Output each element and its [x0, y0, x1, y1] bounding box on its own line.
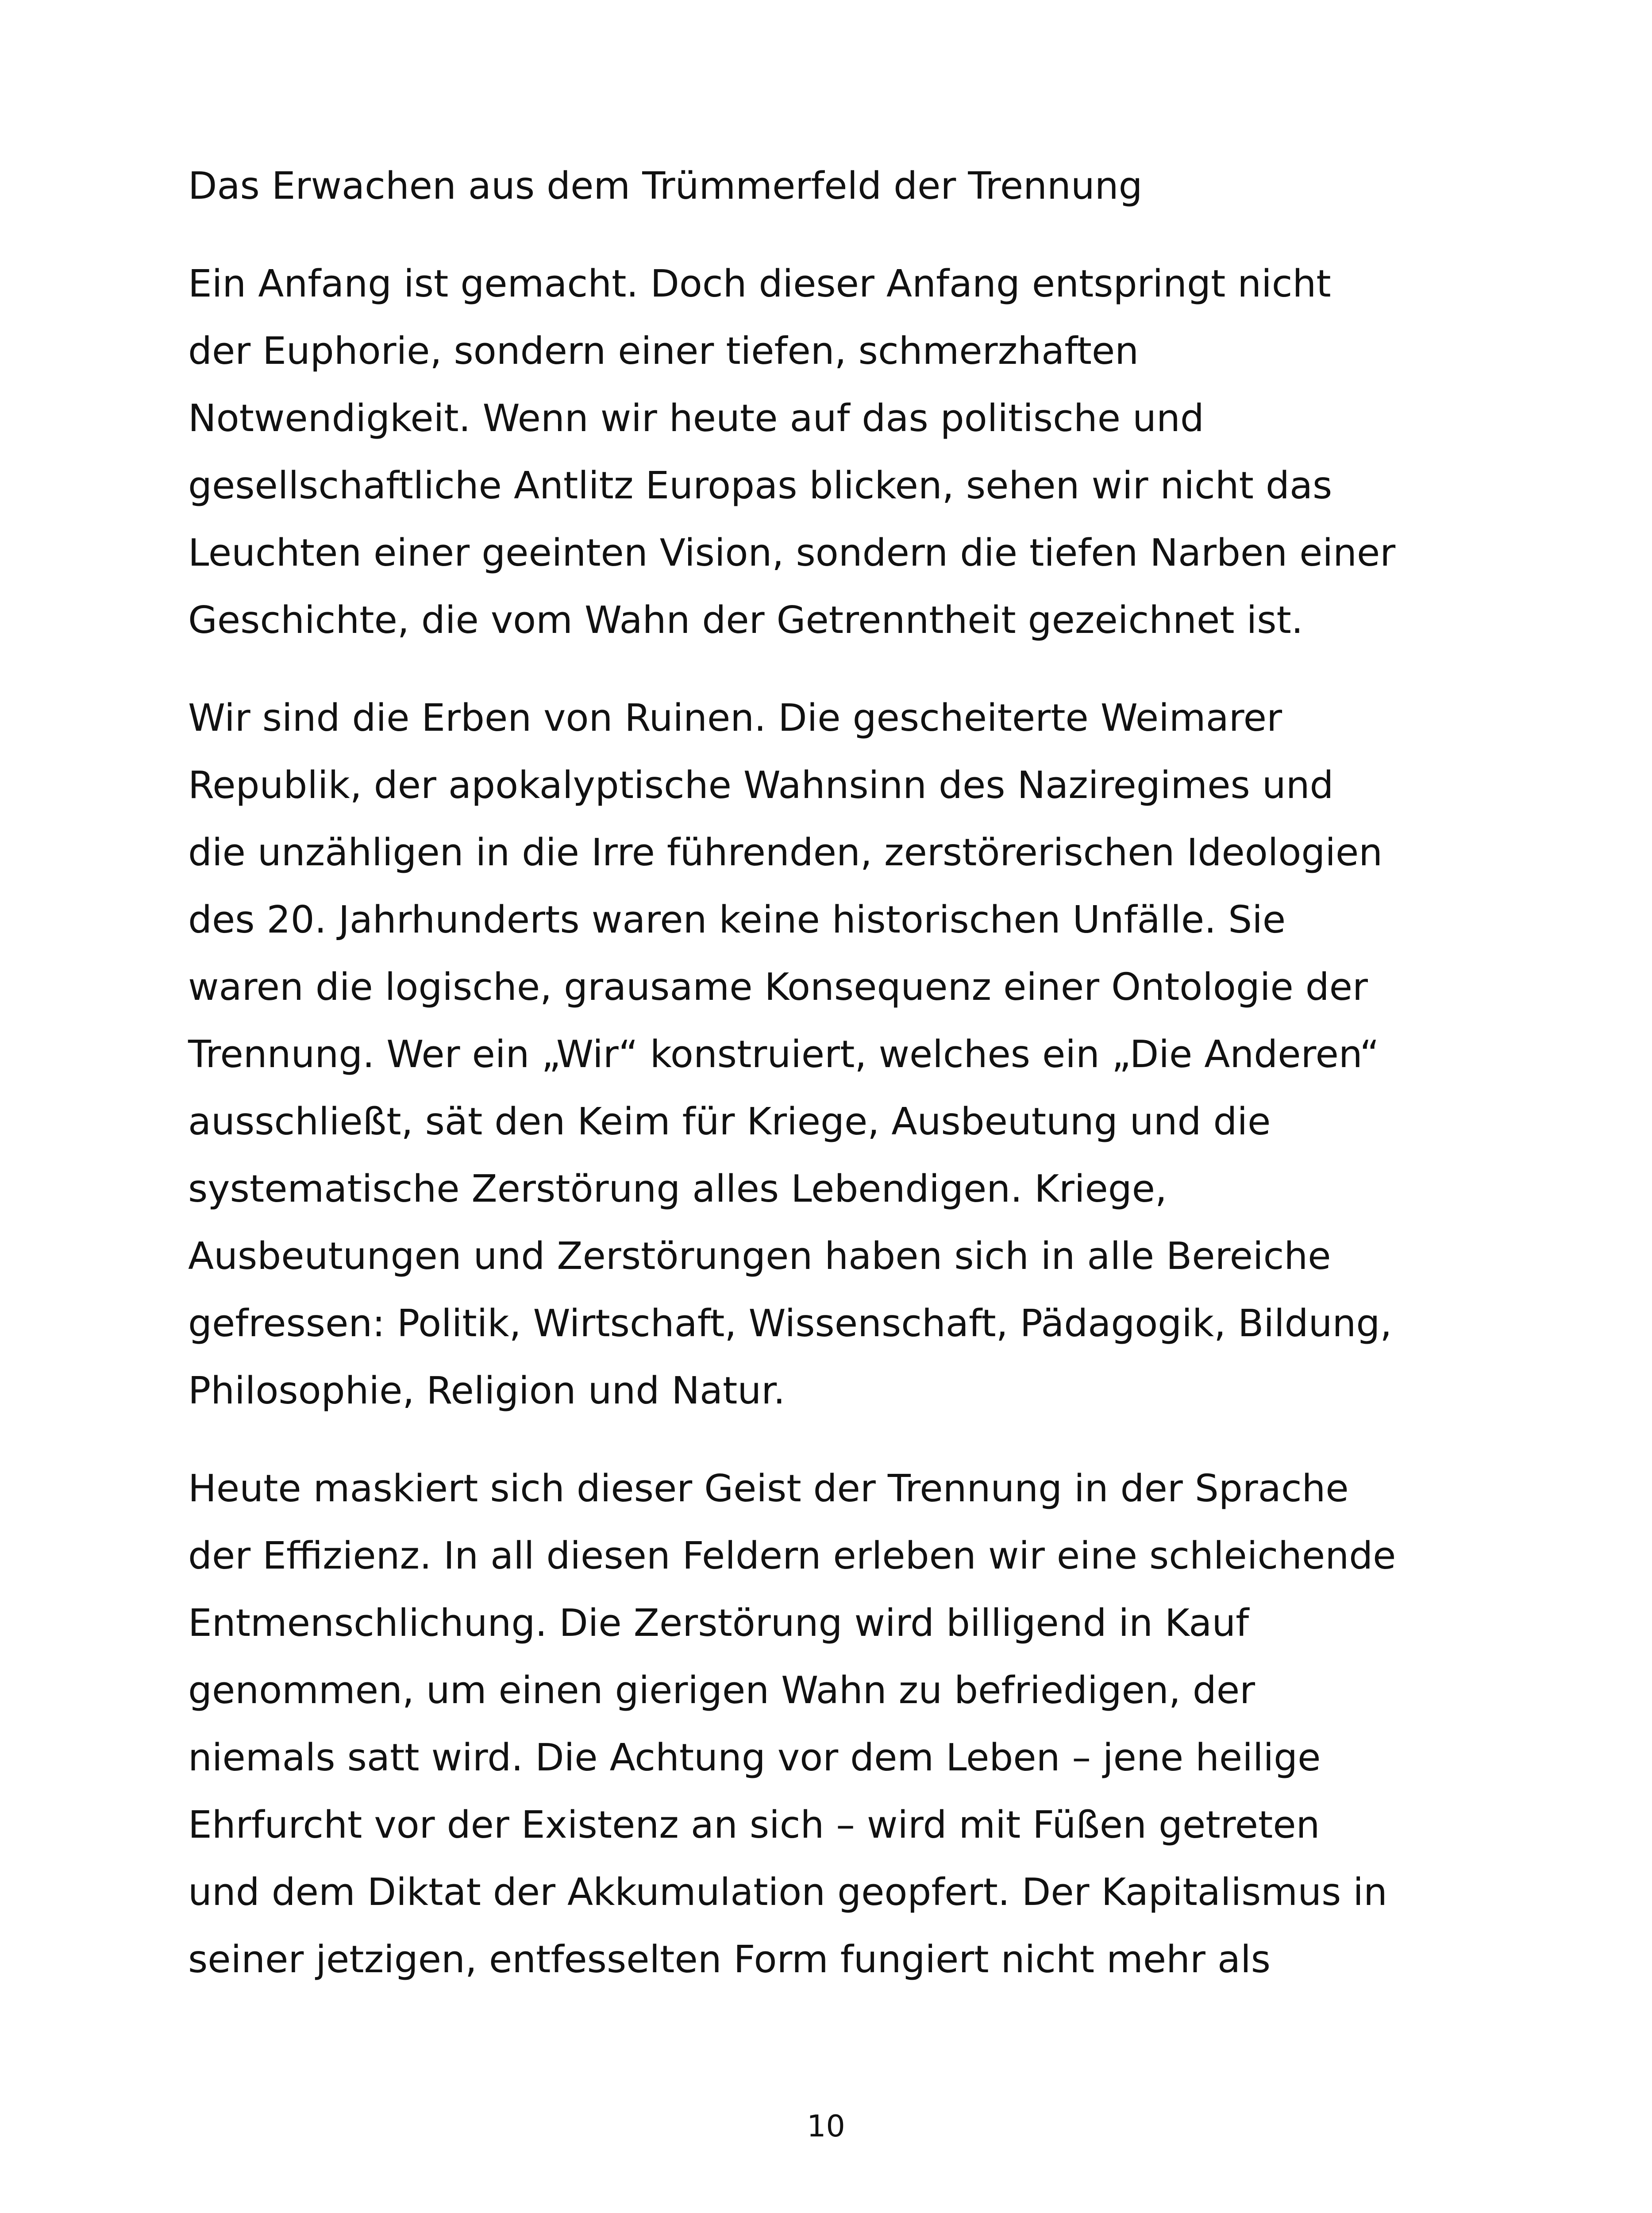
text-line: und dem Diktat der Akkumulation geopfert. Der Kapitalismus in — [188, 1870, 1387, 1914]
text-line: Ein Anfang ist gemacht. Doch dieser Anfang entspringt nicht — [188, 262, 1331, 306]
text-line: Republik, der apokalyptische Wahnsinn des Naziregimes und — [188, 763, 1334, 807]
text-line: der Effizienz. In all diesen Feldern erleben wir eine schleichende — [188, 1534, 1396, 1578]
text-line: Entmenschlichung. Die Zerstörung wird billigend in Kauf — [188, 1601, 1249, 1645]
section-heading: Das Erwachen aus dem Trümmerfeld der Trennung — [188, 164, 1143, 208]
paragraph-2 — [188, 685, 1471, 1425]
text-line: Ehrfurcht vor der Existenz an sich – wird mit Füßen getreten — [188, 1803, 1320, 1847]
text-line: Leuchten einer geeinten Vision, sondern die tiefen Narben einer — [188, 531, 1396, 575]
text-line: niemals satt wird. Die Achtung vor dem Leben – jene heilige — [188, 1736, 1321, 1780]
paragraph-3 — [188, 1455, 1471, 1993]
text-line: Geschichte, die vom Wahn der Getrenntheit gezeichnet ist. — [188, 598, 1303, 642]
text-line: gesellschaftliche Antlitz Europas blicken, sehen wir nicht das — [188, 464, 1332, 508]
text-line: des 20. Jahrhunderts waren keine historischen Unfälle. Sie — [188, 898, 1286, 942]
text-line: Ausbeutungen und Zerstörungen haben sich in alle Bereiche — [188, 1234, 1331, 1278]
text-line: ausschließt, sät den Keim für Kriege, Ausbeutung und die — [188, 1100, 1271, 1144]
text-line: Heute maskiert sich dieser Geist der Trennung in der Sprache — [188, 1467, 1349, 1511]
text-line: genommen, um einen gierigen Wahn zu befriedigen, der — [188, 1669, 1255, 1712]
text-line: Notwendigkeit. Wenn wir heute auf das politische und — [188, 397, 1204, 440]
page-content — [188, 153, 1471, 1993]
page-number: 10 — [807, 2109, 845, 2144]
text-line: Trennung. Wer ein „Wir“ konstruiert, welches ein „Die Anderen“ — [188, 1033, 1379, 1076]
text-line: systematische Zerstörung alles Lebendigen. Kriege, — [188, 1167, 1167, 1211]
text-line: waren die logische, grausame Konsequenz einer Ontologie der — [188, 965, 1368, 1009]
text-line: Philosophie, Religion und Natur. — [188, 1369, 786, 1413]
text-line: die unzähligen in die Irre führenden, zerstörerischen Ideologien — [188, 831, 1383, 875]
paragraph-1 — [188, 251, 1471, 654]
text-line: seiner jetzigen, entfesselten Form fungiert nicht mehr als — [188, 1938, 1271, 1982]
text-line: Wir sind die Erben von Ruinen. Die gescheiterte Weimarer — [188, 696, 1282, 740]
text-line: gefressen: Politik, Wirtschaft, Wissenschaft, Pädagogik, Bildung, — [188, 1302, 1392, 1346]
text-line: der Euphorie, sondern einer tiefen, schmerzhaften — [188, 329, 1139, 373]
